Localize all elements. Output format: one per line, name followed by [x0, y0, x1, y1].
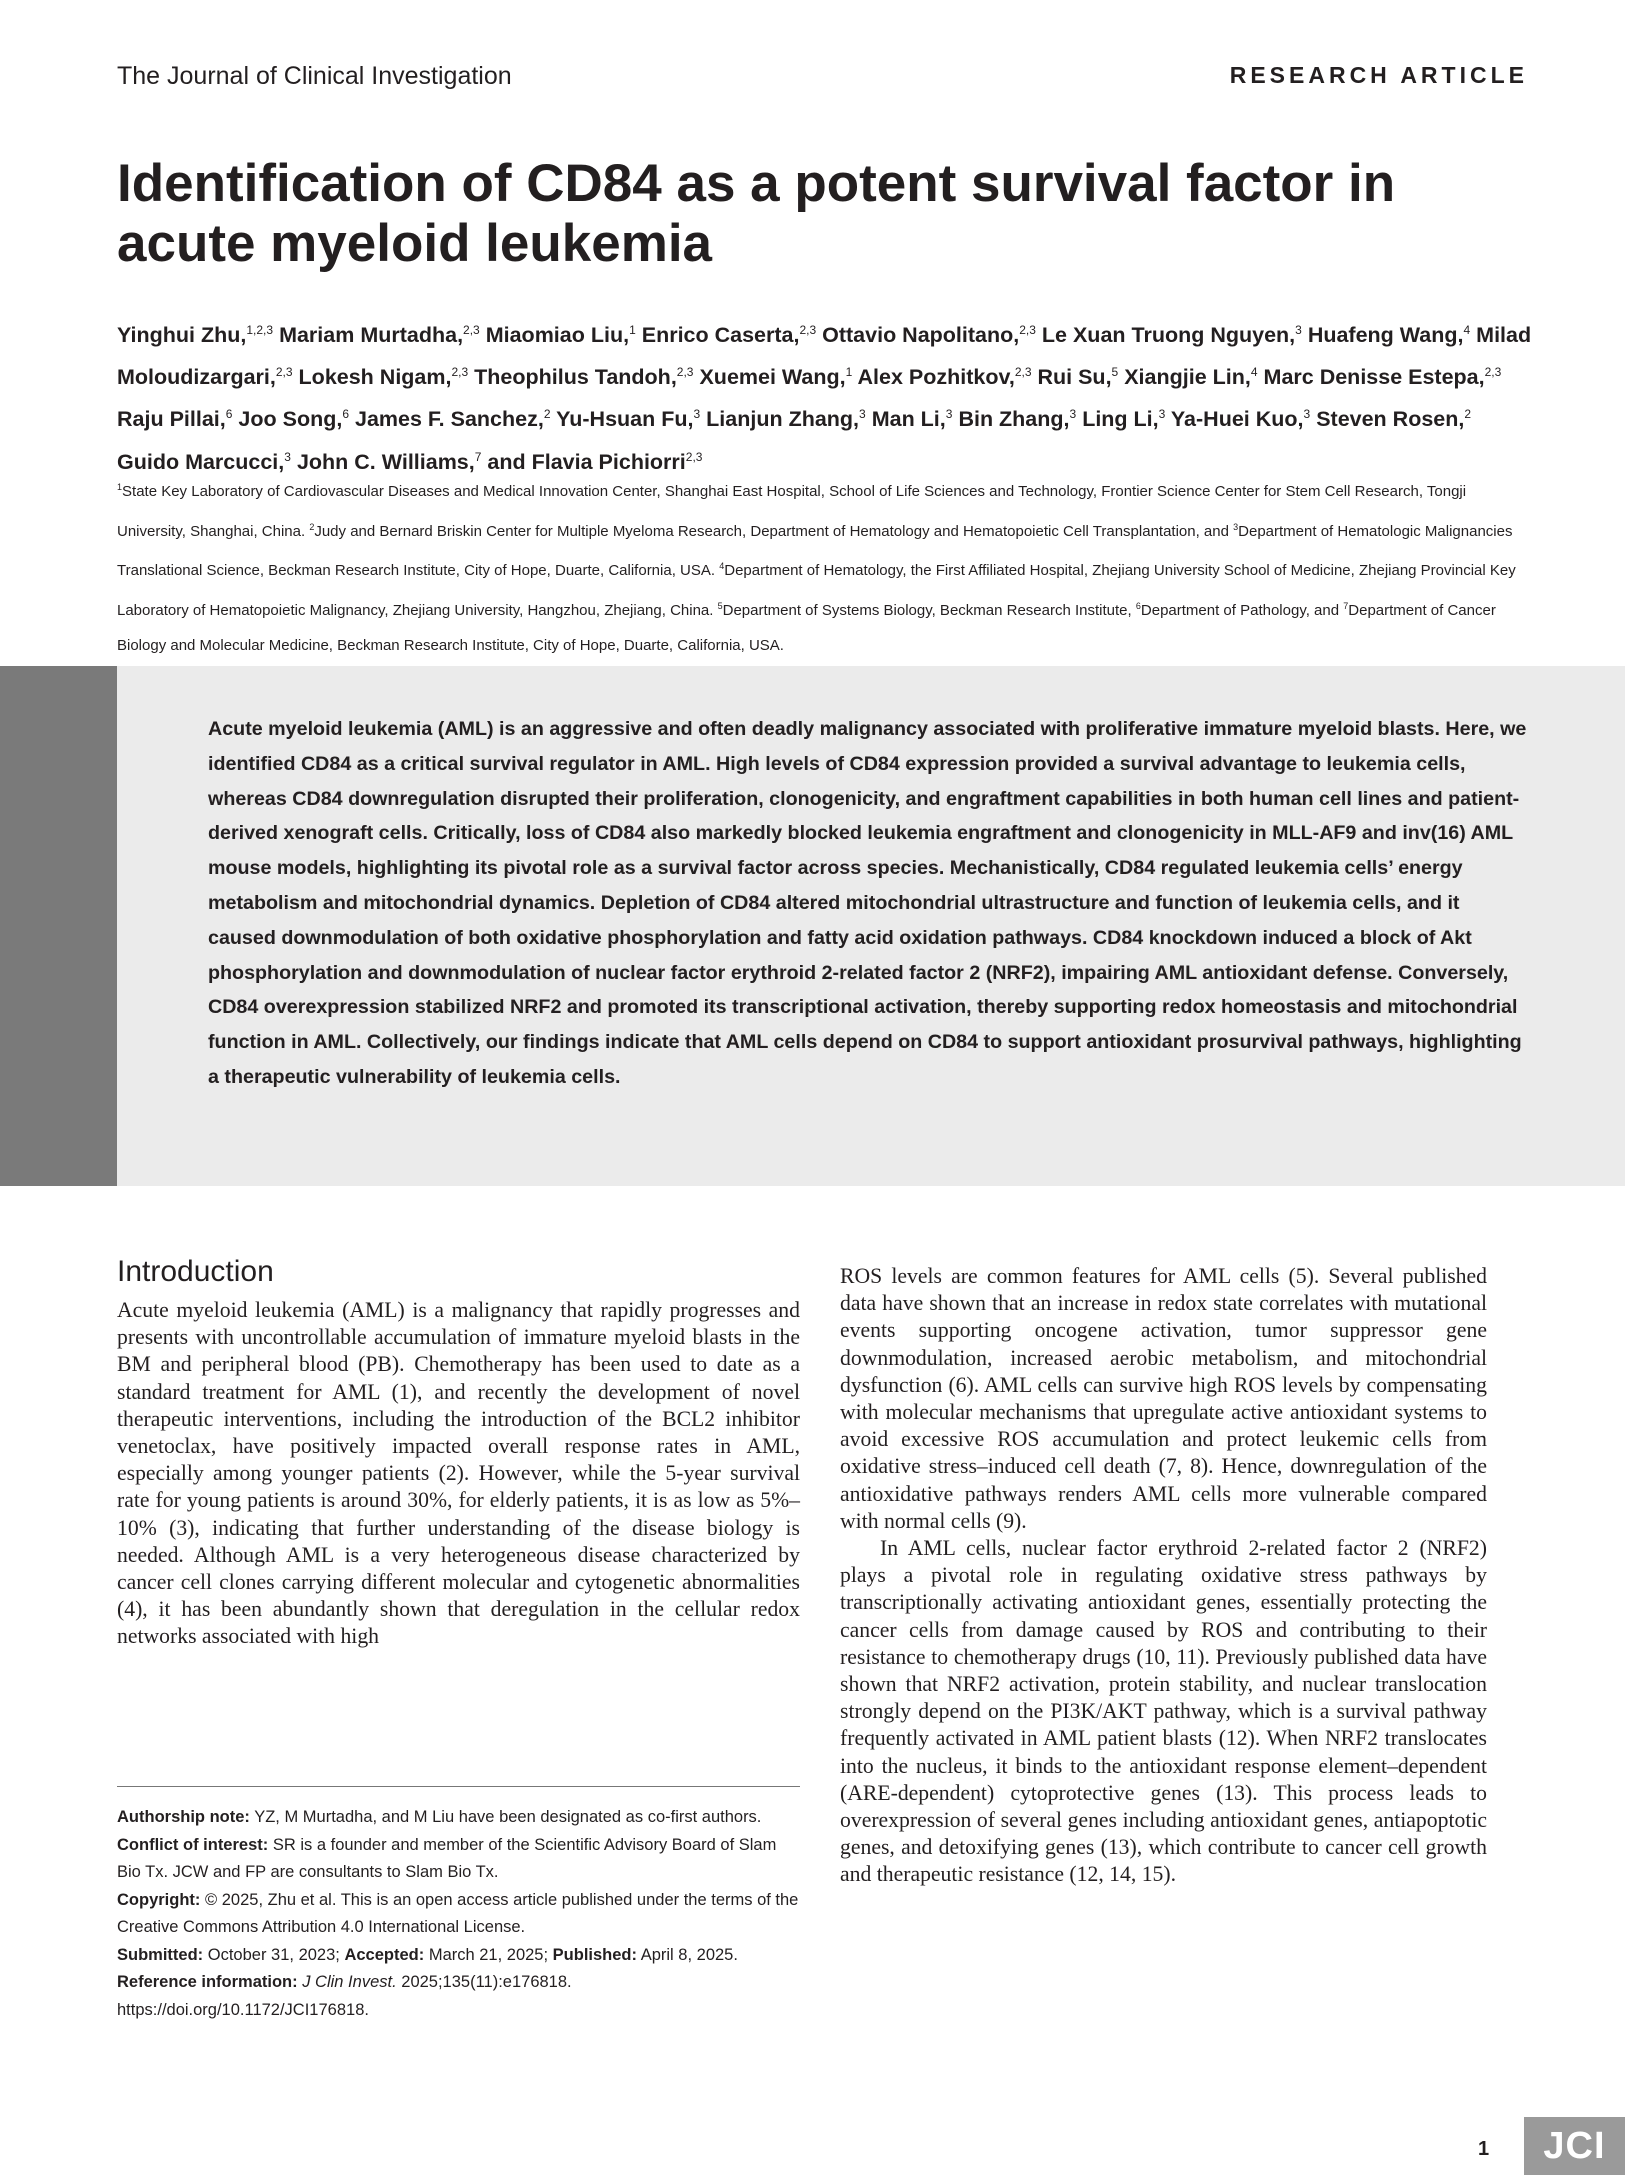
- dates-note: Submitted: October 31, 2023; Accepted: March 21, 2025; Published: April 8, 2025.: [117, 1945, 738, 1964]
- author-name: Yu-Hsuan Fu,: [556, 407, 694, 432]
- author-affiliation-mark: 2,3: [799, 323, 817, 337]
- author: [1308, 323, 1470, 347]
- author: [117, 323, 273, 347]
- author-name: Man Li,: [871, 407, 946, 432]
- author-name: Guido Marcucci,: [117, 449, 285, 474]
- author-name: Raju Pillai,: [117, 407, 226, 432]
- author-affiliation-mark: 3: [859, 407, 866, 422]
- author-name: Rui Su,: [1037, 365, 1112, 390]
- footnote-divider: [117, 1786, 800, 1787]
- author-affiliation-mark: 3: [945, 407, 953, 422]
- author: [1124, 365, 1257, 389]
- author: [699, 365, 852, 389]
- author-affiliation-mark: 4: [1250, 365, 1258, 380]
- affiliation-number: 1: [117, 482, 123, 492]
- doi-link[interactable]: https://doi.org/10.1172/JCI176818.: [117, 2000, 369, 2019]
- author: [1316, 407, 1471, 431]
- affiliation-text: Department of Hematologic Malignancies Translational Science, Beckman Research Institute, City of Hope, Duarte, California, USA.: [117, 522, 1513, 579]
- author: [1042, 323, 1302, 347]
- author-affiliation-mark: 2,3: [451, 365, 469, 380]
- author-name: Bin Zhang,: [958, 407, 1070, 432]
- author: [279, 323, 480, 347]
- author-affiliation-mark: 6: [342, 407, 350, 422]
- author-name: Yinghui Zhu,: [117, 323, 247, 348]
- author-name: Ling Li,: [1082, 407, 1159, 432]
- author-affiliation-mark: 5: [1111, 365, 1119, 380]
- author-affiliation-mark: 2: [1464, 407, 1472, 422]
- authorship-note: Authorship note: YZ, M Murtadha, and M Liu have been designated as co-first authors.: [117, 1808, 762, 1826]
- article-title: Identification of CD84 as a potent survival factor in acute myeloid leukemia: [117, 154, 1396, 273]
- author-affiliation-mark: 2,3: [275, 365, 293, 380]
- article-type: RESEARCH ARTICLE: [1229, 62, 1528, 88]
- affiliation-number: 4: [719, 561, 725, 571]
- abstract-side-strip: [0, 666, 117, 1186]
- author-name: James F. Sanchez,: [355, 407, 544, 432]
- author-affiliation-mark: 1,2,3: [246, 323, 274, 337]
- author-affiliation-mark: 3: [1158, 407, 1166, 422]
- author-affiliation-mark: 2,3: [1484, 365, 1502, 380]
- author-affiliation-mark: 7: [474, 449, 482, 464]
- intro-paragraph: ROS levels are common features for AML cells (5). Several published data have shown that an increase in redox state correlates with mutational events supporting oncogene activation, tumor suppressor gene downmodulation, increased aerobic metabolism, and mitochondrial dysfunction (6). AML cells can survive high ROS levels by compensating with molecular mechanisms that upregulate active antioxidant systems to avoid excessive ROS accumulation and protect leukemic cells from oxidative stress–induced cell death (7, 8). Hence, downregulation of the antioxidative pathways renders AML cells more vulnerable compared with normal cells (9).: [840, 1264, 1487, 1533]
- author-affiliation-mark: 3: [1303, 407, 1311, 422]
- author-name: Ya-Huei Kuo,: [1170, 407, 1304, 432]
- affiliation-text: Department of Hematology, the First Affiliated Hospital, Zhejiang University School of Medicine, Zhejiang Provincial Key Laboratory of Hematopoietic Malignancy, Zhejiang University, Hangzhou, Zhejiang, China.: [117, 562, 1516, 619]
- author-name: Mariam Murtadha,: [279, 323, 464, 348]
- author-name: John C. Williams,: [296, 449, 475, 474]
- author-name: Ottavio Napolitano,: [822, 323, 1020, 348]
- author-affiliation-mark: 6: [225, 407, 233, 422]
- author-affiliation-mark: 2,3: [676, 365, 694, 380]
- author: [486, 323, 636, 347]
- affiliation-text: Judy and Bernard Briskin Center for Multiple Myeloma Research, Department of Hematology and Hematopoietic Cell Transplantation, and: [314, 522, 1229, 540]
- affiliation: [718, 602, 1132, 619]
- author: [872, 407, 953, 431]
- author-name: Milad Moloudizargari,: [117, 323, 1532, 390]
- affiliation-text: State Key Laboratory of Cardiovascular Diseases and Medical Innovation Center, Shanghai East Hospital, School of Life Sciences and Technology, Frontier Science Center for Stem Cell Research, Tongji University, Shanghai, China.: [117, 483, 1467, 540]
- author: [858, 365, 1032, 389]
- author-name: Alex Pozhitkov,: [857, 365, 1015, 390]
- abstract-text: Acute myeloid leukemia (AML) is an aggressive and often deadly malignancy associated with proliferative immature myeloid blasts. Here, we identified CD84 as a critical survival regulator in AML. High levels of CD84 expression provided a survival advantage to leukemia cells, whereas CD84 downregulation disrupted their proliferation, clonogenicity, and engraftment capabilities in both human cell lines and patient-derived xenograft cells. Critically, loss of CD84 also markedly blocked leukemia engraftment and clonogenicity in MLL-AF9 and inv(16) AML mouse models, highlighting its pivotal role as a survival factor across species. Mechanistically, CD84 regulated leukemia cells’ energy metabolism and mitochondrial dynamics. Depletion of CD84 altered mitochondrial ultrastructure and function of leukemia cells, and it caused downmodulation of both oxidative phosphorylation and fatty acid oxidation pathways. CD84 knockdown induced a block of Akt phosphorylation and downmodulation of nuclear factor erythroid 2-related factor 2 (NRF2), impairing AML antioxidant defense. Conversely, CD84 overexpression stabilized NRF2 and promoted its transcriptional activation, thereby supporting redox homeostasis and mitochondrial function in AML. Collectively, our findings indicate that AML cells depend on CD84 to support antioxidant prosurvival pathways, highlighting a therapeutic vulnerability of leukemia cells.: [208, 718, 1527, 1088]
- author: [117, 407, 232, 431]
- affiliation-number: 3: [1233, 521, 1239, 532]
- intro-paragraph: In AML cells, nuclear factor erythroid 2-related factor 2 (NRF2) plays a pivotal role in regulating oxidative stress pathways by transcriptionally activating antioxidant genes, essentially protecting the cancer cells from damage caused by ROS and contributing to their resistance to chemotherapy drugs (10, 11). Previously published data have shown that NRF2 activation, protein stability, and nuclear translocation strongly depend on the PI3K/AKT pathway, which is a survival pathway frequently activated in AML patient blasts (12). When NRF2 translocates into the nucleus, it binds to the antioxidant response element–dependent (ARE-dependent) cytoprotective genes (13). This process leads to overexpression of several genes including antioxidant genes, antiapoptotic genes, and detoxifying genes (13), which contribute to cancer cell growth and therapeutic resistance (12, 14, 15).: [840, 1536, 1487, 1887]
- author-affiliation-mark: 2,3: [1019, 323, 1036, 337]
- author-affiliation-mark: 2,3: [685, 449, 703, 464]
- author-name: Enrico Caserta,: [641, 323, 800, 348]
- author-affiliation-mark: 2: [543, 407, 551, 422]
- author: [1264, 365, 1502, 389]
- author-name: Le Xuan Truong Nguyen,: [1041, 323, 1296, 348]
- affiliation-number: 2: [309, 521, 315, 532]
- section-heading-introduction: Introduction: [117, 1255, 274, 1288]
- author: [299, 365, 469, 389]
- author: [642, 323, 816, 347]
- author: [556, 407, 700, 431]
- author-name: Huafeng Wang,: [1307, 323, 1464, 348]
- affiliation-text: Department of Pathology, and: [1140, 601, 1340, 619]
- author-name: Joo Song,: [238, 407, 343, 432]
- author: [238, 407, 349, 431]
- author-name: Steven Rosen,: [1316, 407, 1465, 432]
- author: [706, 407, 866, 431]
- affiliation-number: 5: [717, 600, 723, 611]
- copyright-note: Copyright: © 2025, Zhu et al. This is an open access article published under the terms of the Creative Commons Attribution 4.0 International License.: [117, 1890, 799, 1936]
- author: [474, 365, 693, 389]
- author-affiliation-mark: 3: [284, 449, 291, 464]
- author: [958, 407, 1076, 431]
- affiliation: [309, 523, 1229, 540]
- author-affiliation-mark: 3: [1295, 323, 1302, 337]
- author-name: Xuemei Wang,: [699, 365, 846, 390]
- author-name: Theophilus Tandoh,: [474, 365, 677, 390]
- page-number: 1: [1478, 2138, 1490, 2160]
- author-affiliation-mark: 1: [845, 365, 853, 380]
- author-affiliation-mark: 2,3: [463, 323, 480, 337]
- author-name: Miaomiao Liu,: [485, 323, 630, 348]
- author-affiliation-mark: 3: [1069, 407, 1077, 422]
- author-list: [117, 312, 1537, 481]
- author-name: Lokesh Nigam,: [298, 365, 452, 390]
- author: [1037, 365, 1118, 389]
- conflict-of-interest-note: Conflict of interest: SR is a founder and member of the Scientific Advisory Board of Slam Bio Tx. JCW and FP are consultants to Slam Bio Tx.: [117, 1835, 777, 1881]
- reference-information: Reference information: J Clin Invest. 2025;135(11):e176818.: [117, 1973, 572, 1991]
- jci-logo: JCI: [1524, 2117, 1625, 2175]
- affiliation-number: 7: [1343, 600, 1349, 611]
- author: [355, 407, 551, 431]
- author-name: Xiangjie Lin,: [1124, 365, 1251, 390]
- author: [1171, 407, 1310, 431]
- author-name: and Flavia Pichiorri: [487, 449, 686, 474]
- author: [1082, 407, 1165, 431]
- author-affiliation-mark: 1: [629, 323, 636, 337]
- author-name: Lianjun Zhang,: [706, 407, 860, 432]
- author-affiliation-mark: 4: [1463, 323, 1471, 337]
- affiliations: [117, 470, 1537, 664]
- author-affiliation-mark: 2,3: [1014, 365, 1032, 380]
- journal-name: The Journal of Clinical Investigation: [117, 62, 512, 90]
- affiliation: [1136, 602, 1339, 619]
- introduction-right-column: [840, 1263, 1487, 1889]
- author: [822, 323, 1036, 347]
- introduction-left-column: Acute myeloid leukemia (AML) is a malignancy that rapidly progresses and presents with uncontrollable accumulation of immature myeloid blasts in the BM and peripheral blood (PB). Chemotherapy has been used to date as a standard treatment for AML (1), and recently the development of novel therapeutic interventions, including the introduction of the BCL2 inhibitor venetoclax, have positively impacted overall response rates in AML, especially among younger patients (2). However, while the 5-year survival rate for young patients is around 30%, for elderly patients, it is as low as 5%–10% (3), indicating that further understanding of the disease biology is needed. Although AML is a very heterogeneous disease characterized by cancer cell clones carrying different molecular and cytogenetic abnormalities (4), it has been abundantly shown that deregulation in the cellular redox networks associated with high: [117, 1298, 800, 1649]
- affiliation-text: Department of Cancer Biology and Molecular Medicine, Beckman Research Institute, City of Hope, Duarte, California, USA.: [117, 601, 1496, 654]
- affiliation-number: 6: [1135, 600, 1141, 611]
- affiliation-text: Department of Systems Biology, Beckman Research Institute,: [722, 601, 1132, 619]
- author-name: Marc Denisse Estepa,: [1263, 365, 1485, 390]
- article-notes: [117, 1804, 800, 2024]
- author-affiliation-mark: 3: [693, 407, 701, 422]
